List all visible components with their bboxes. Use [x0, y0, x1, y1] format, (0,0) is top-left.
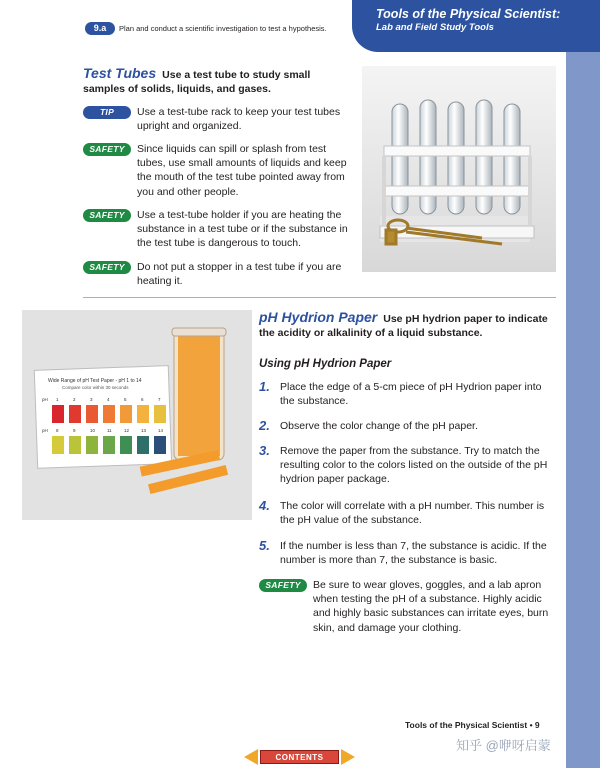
row2-label: pH: [42, 428, 48, 433]
safety-badge-2: SAFETY: [83, 209, 131, 222]
header-title: Tools of the Physical Scientist:: [376, 7, 561, 21]
ph-swatch-3: [86, 405, 98, 423]
next-arrow-icon[interactable]: [341, 749, 355, 765]
previous-arrow-icon[interactable]: [244, 749, 258, 765]
ph-number-5: 5: [124, 397, 127, 402]
step-5: [259, 539, 559, 567]
ph-swatch-12: [120, 436, 132, 454]
ph-swatch-8: [52, 436, 64, 454]
test-tubes-heading: Test Tubes: [83, 65, 157, 81]
ph-safety-text: Be sure to wear gloves, goggles, and a lab apron when testing the pH of a substance. Highly acidic and highly basic substances can irritate eyes, burn skin, and damage your clothing.: [313, 579, 549, 634]
step-4: [259, 499, 557, 527]
ph-number-14: 14: [158, 428, 164, 433]
safety-text-2: Use a test-tube holder if you are heating the substance in a test tube or if the substance in the test tube is dangerous to touch.: [137, 209, 348, 250]
contents-button[interactable]: CONTENTS: [260, 750, 339, 764]
safety-note-3: [83, 260, 353, 288]
ph-number-11: 11: [107, 428, 112, 433]
row1-label: pH: [42, 397, 48, 402]
tip-note: [83, 105, 353, 133]
ph-number-2: 2: [73, 397, 76, 402]
ph-number-1: 1: [56, 397, 59, 402]
ph-swatch-7: [154, 405, 166, 423]
step-2-number: 2.: [259, 418, 270, 433]
ph-heading: pH Hydrion Paper: [259, 309, 378, 325]
standard-tag: [85, 22, 327, 35]
ph-number-13: 13: [141, 428, 147, 433]
ph-number-4: 4: [107, 397, 110, 402]
step-5-text: If the number is less than 7, the substance is acidic. If the number is more than 7, the substance is basic.: [280, 540, 547, 567]
ph-paper-vial: [172, 328, 226, 460]
safety-note-2: [83, 208, 358, 251]
ph-number-10: 10: [90, 428, 96, 433]
side-strip: [566, 52, 600, 768]
tip-text: Use a test-tube rack to keep your test tubes upright and organized.: [137, 106, 341, 133]
step-2: [259, 419, 549, 433]
step-3-number: 3.: [259, 443, 270, 458]
ph-swatch-14: [154, 436, 166, 454]
page-number: 9: [534, 720, 540, 730]
ph-color-chart-card: [34, 366, 171, 469]
standard-code: 9.a: [85, 22, 115, 35]
ph-safety-note: [259, 578, 559, 635]
ph-heading-block: [259, 310, 554, 340]
safety-note-1: [83, 142, 353, 199]
safety-badge-3: SAFETY: [83, 261, 131, 274]
ph-number-12: 12: [124, 428, 130, 433]
test-tubes-heading-block: [83, 66, 353, 96]
step-1: [259, 380, 549, 408]
ph-number-8: 8: [56, 428, 59, 433]
header-banner: [352, 0, 600, 52]
ph-swatch-13: [137, 436, 149, 454]
ph-swatch-5: [120, 405, 132, 423]
using-ph-subheading: Using pH Hydrion Paper: [259, 358, 392, 370]
step-4-number: 4.: [259, 498, 270, 513]
ph-number-3: 3: [90, 397, 93, 402]
ph-swatch-2: [69, 405, 81, 423]
step-3: [259, 444, 549, 487]
step-5-number: 5.: [259, 538, 270, 553]
ph-swatch-9: [69, 436, 81, 454]
step-3-text: Remove the paper from the substance. Try to match the resulting color to the colors listed on the outside of the pH hydrion paper package.: [280, 445, 548, 486]
ph-swatch-6: [137, 405, 149, 423]
ph-swatch-4: [103, 405, 115, 423]
ph-number-9: 9: [73, 428, 76, 433]
safety-badge-1: SAFETY: [83, 143, 131, 156]
chart-title: Wide Range of pH Test Paper - pH 1 to 14: [48, 378, 142, 384]
ph-number-6: 6: [141, 397, 144, 402]
ph-paper-photo: [22, 310, 252, 520]
ph-intro: Use pH hydrion paper to indicate the acidity or alkalinity of a liquid substance.: [259, 313, 548, 339]
section-divider: [83, 297, 556, 298]
contents-nav[interactable]: [242, 748, 357, 768]
test-tube-rack-photo: [362, 66, 556, 272]
chart-subtitle: Compare color within 30 seconds: [62, 385, 129, 390]
watermark: 知乎 @咿呀启蒙: [456, 738, 551, 753]
header-subtitle: Lab and Field Study Tools: [376, 22, 494, 33]
ph-swatch-1: [52, 405, 64, 423]
ph-swatch-10: [86, 436, 98, 454]
step-4-text: The color will correlate with a pH number. This number is the pH value of the substance.: [280, 500, 545, 527]
standard-text: Plan and conduct a scientific investigation to test a hypothesis.: [119, 24, 327, 33]
ph-number-7: 7: [158, 397, 161, 402]
test-tubes-intro: Use a test tube to study small samples of solids, liquids, and gases.: [83, 69, 311, 95]
step-2-text: Observe the color change of the pH paper.: [280, 420, 478, 432]
footer-bullet: •: [529, 720, 533, 730]
footer-title: Tools of the Physical Scientist: [405, 720, 528, 730]
tip-badge: TIP: [83, 106, 131, 119]
safety-text-3: Do not put a stopper in a test tube if you are heating it.: [137, 261, 342, 288]
ph-swatch-11: [103, 436, 115, 454]
ph-safety-badge: SAFETY: [259, 579, 307, 592]
step-1-text: Place the edge of a 5-cm piece of pH Hydrion paper into the substance.: [280, 381, 542, 408]
step-1-number: 1.: [259, 379, 270, 394]
safety-text-1: Since liquids can spill or splash from test tubes, use small amounts of liquids and keep the mouth of the test tube pointed away from you and other people.: [137, 143, 347, 198]
page-footer: [405, 720, 540, 730]
